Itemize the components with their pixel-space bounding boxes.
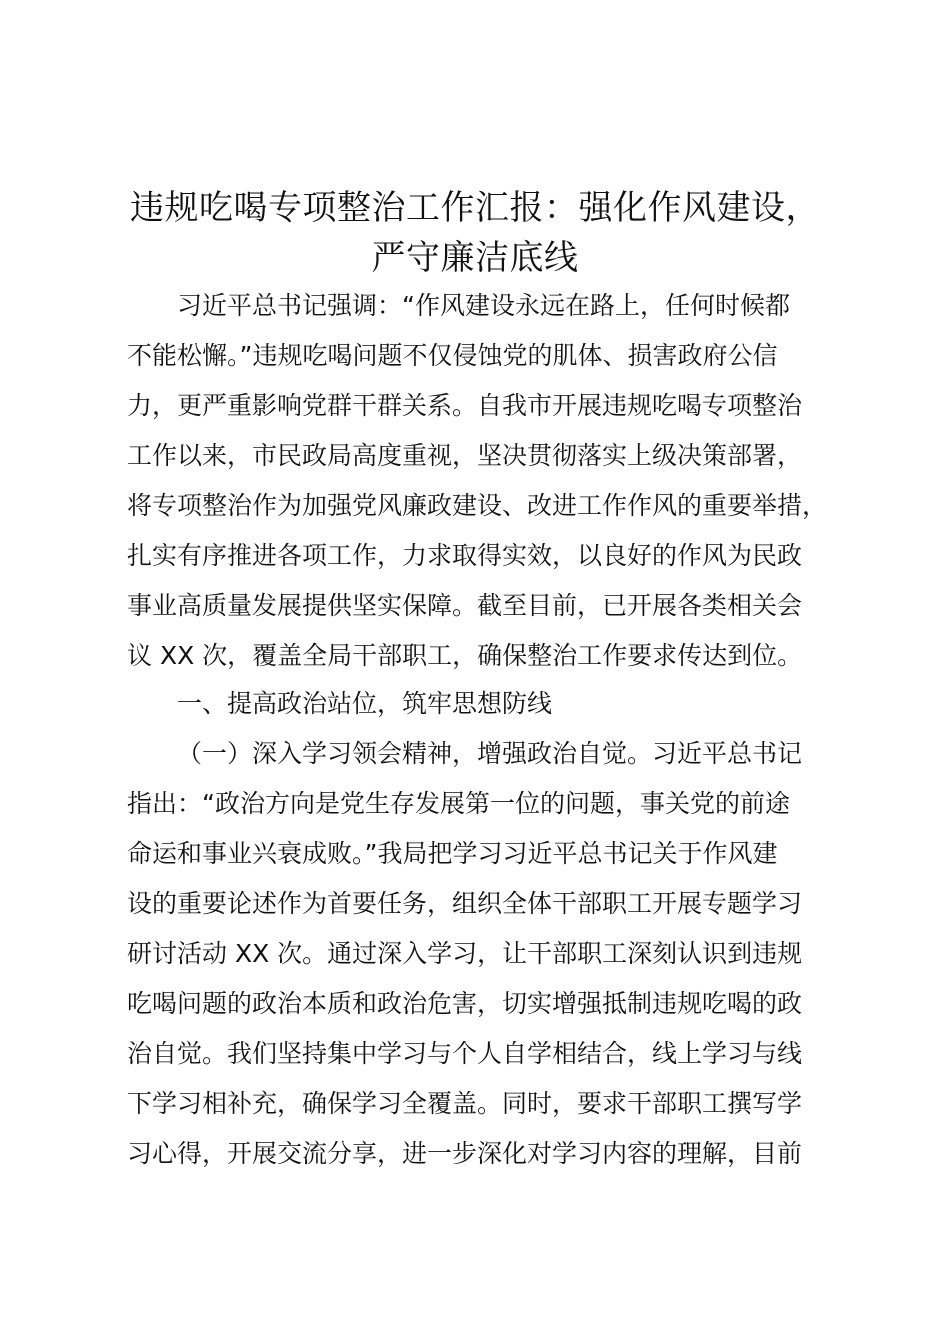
paragraph-line: 下学习相补充，确保学习全覆盖。同时，要求干部职工撰写学 [127,1089,803,1118]
paragraph-line: 扎实有序推进各项工作，力求取得实效，以良好的作风为民政 [127,541,803,570]
paragraph-line: 不能松懈。”违规吃喝问题不仅侵蚀党的肌体、损害政府公信 [127,341,778,370]
document-title-line-2: 严守廉洁底线 [371,238,579,278]
paragraph-line: 命运和事业兴衰成败。”我局把学习习近平总书记关于作风建 [127,839,778,868]
paragraph-line: 指出：“政治方向是党生存发展第一位的问题，事关党的前途 [127,789,790,818]
paragraph-line: 设的重要论述作为首要任务，组织全体干部职工开展专题学习 [127,889,803,918]
paragraph-line: 事业高质量发展提供坚实保障。截至目前，已开展各类相关会 [127,591,803,620]
section-heading: 一、提高政治站位，筑牢思想防线 [177,689,553,718]
paragraph-line: 将专项整治作为加强党风廉政建设、改进工作作风的重要举措， [127,491,828,520]
paragraph-line: 治自觉。我们坚持集中学习与个人自学相结合，线上学习与线 [127,1039,803,1068]
paragraph-line: 议 XX 次，覆盖全局干部职工，确保整治工作要求传达到位。 [127,641,803,670]
paragraph-line: 习近平总书记强调：“作风建设永远在路上，任何时候都 [177,291,790,320]
paragraph-line: （一）深入学习领会精神，增强政治自觉。习近平总书记 [177,739,803,768]
paragraph-line: 习心得，开展交流分享，进一步深化对学习内容的理解，目前 [127,1139,803,1168]
paragraph-line: 吃喝问题的政治本质和政治危害，切实增强抵制违规吃喝的政 [127,989,803,1018]
paragraph-line: 研讨活动 XX 次。通过深入学习，让干部职工深刻认识到违规 [127,939,803,968]
paragraph-line: 力，更严重影响党群干群关系。自我市开展违规吃喝专项整治 [127,391,803,420]
document-title-line-1: 违规吃喝专项整治工作汇报：强化作风建设， [130,188,820,228]
paragraph-line: 工作以来，市民政局高度重视，坚决贯彻落实上级决策部署， [127,441,803,470]
